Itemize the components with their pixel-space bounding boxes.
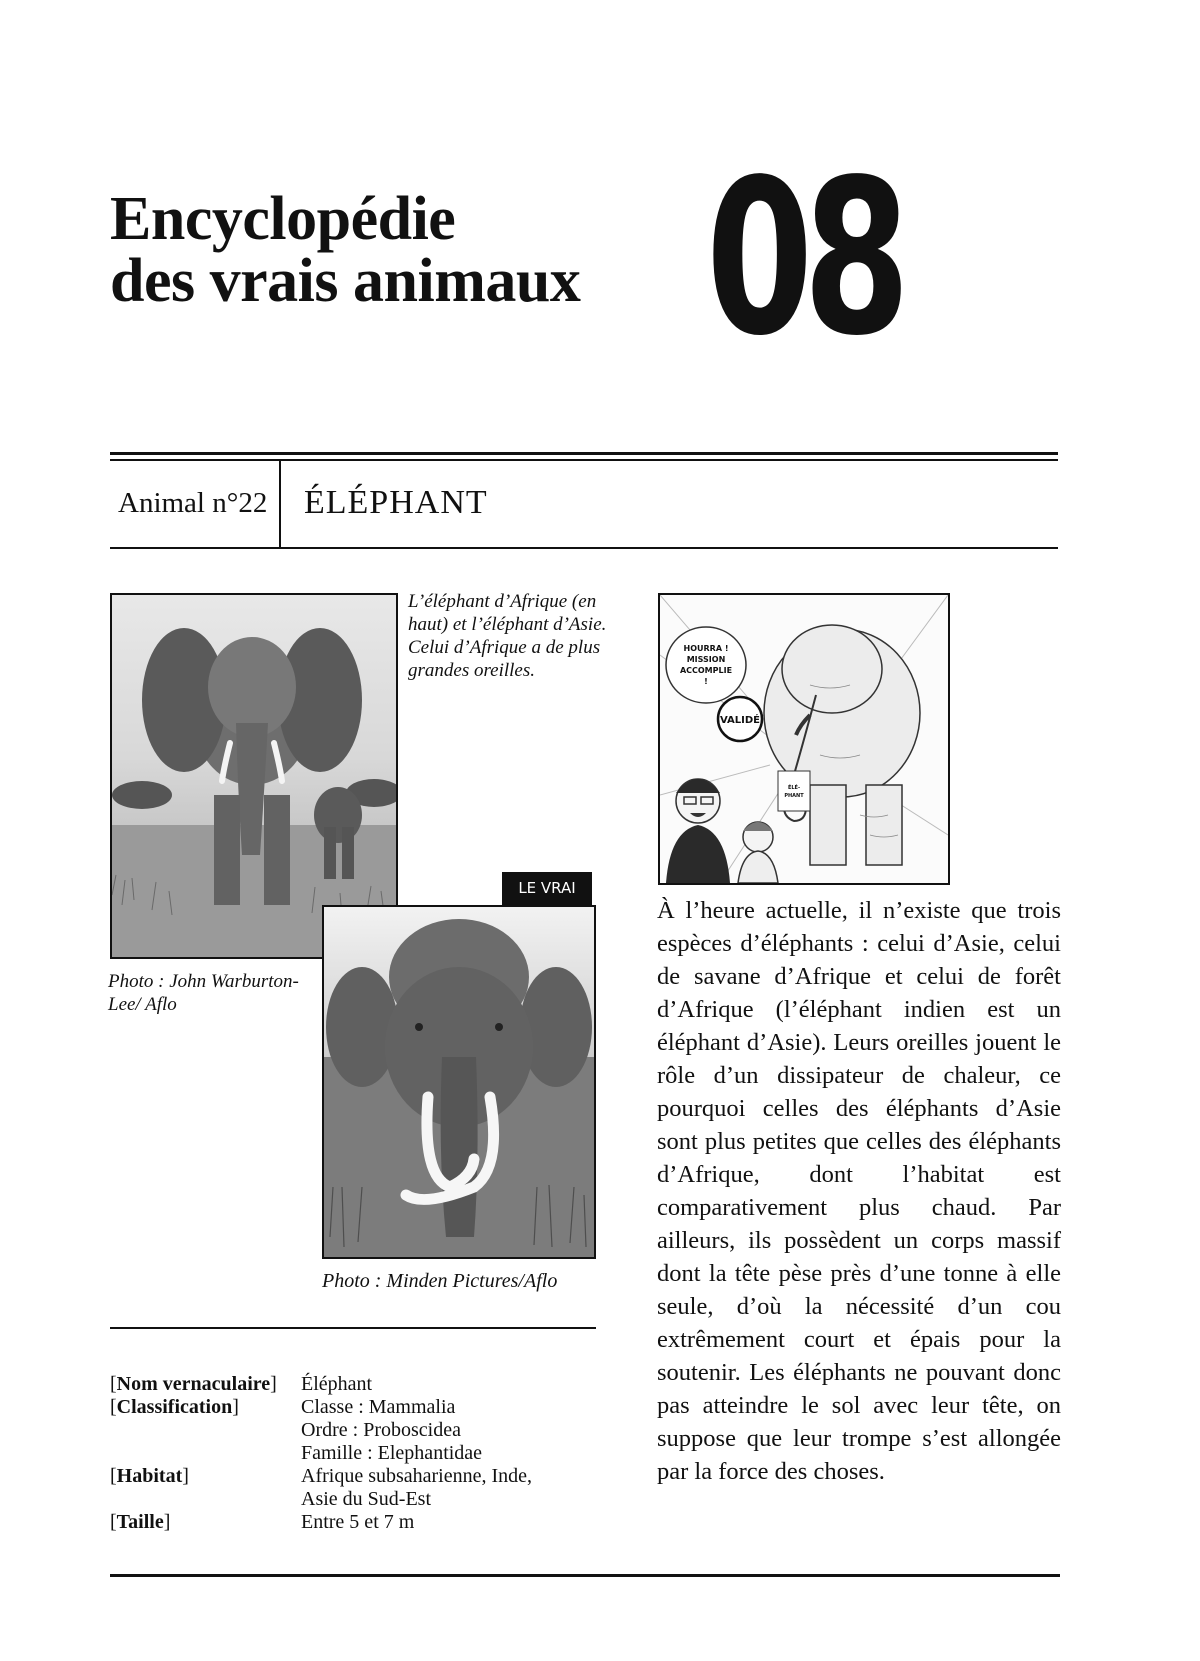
spec-value-ordre: Ordre : Proboscidea xyxy=(301,1419,461,1441)
specs-top-rule xyxy=(110,1327,596,1329)
spec-row-taille: [Taille] Entre 5 et 7 m xyxy=(110,1511,415,1533)
spec-label-habitat: Habitat xyxy=(116,1465,183,1487)
spec-value-habitat-2: Asie du Sud-Est xyxy=(301,1488,431,1510)
volume-number: 08 xyxy=(706,134,901,383)
spec-row-nom: [Nom vernaculaire] Éléphant xyxy=(110,1373,373,1395)
animal-number: Animal n°22 xyxy=(118,487,268,519)
title-line-1: Encyclopédie xyxy=(110,185,456,253)
spec-row-classification: [Classification] Classe : Mammalia Ordre : Proboscidea Famille : Elephantidae xyxy=(110,1396,483,1464)
entry-bottom-rule xyxy=(110,547,1058,549)
spec-value-taille: Entre 5 et 7 m xyxy=(301,1511,415,1533)
svg-text:MISSION: MISSION xyxy=(686,655,726,664)
photo-credit-1: Photo : John Warburton-Lee/ Aflo xyxy=(108,971,299,1015)
entry-divider xyxy=(279,461,281,547)
manga-panel xyxy=(658,593,950,885)
spec-value-nom: Éléphant xyxy=(301,1373,373,1395)
svg-text:PHANT: PHANT xyxy=(784,793,804,799)
top-double-rule-inner xyxy=(110,459,1058,461)
manga-stamp: VALIDÉ xyxy=(719,715,761,726)
spec-row-habitat: [Habitat] Afrique subsaharienne, Inde, Asie du Sud-Est xyxy=(110,1465,533,1510)
manga-speech-bubble: HOURRA ! xyxy=(683,644,729,653)
page-bottom-rule xyxy=(110,1574,1060,1577)
spec-value-classe: Classe : Mammalia xyxy=(301,1396,456,1418)
spec-label-taille: Taille xyxy=(116,1511,164,1533)
page-title xyxy=(110,185,581,315)
specs-table xyxy=(110,1373,532,1534)
asian-elephant-photo xyxy=(322,905,596,1259)
svg-text:ACCOMPLIE: ACCOMPLIE xyxy=(679,666,733,675)
animal-name: ÉLÉPHANT xyxy=(304,484,488,521)
le-vrai-badge: LE VRAI xyxy=(502,872,592,905)
photo-caption: L’éléphant d’Afrique (en haut) et l’éléphant d’Asie. Celui d’Afrique a de plus grandes oreilles. xyxy=(408,591,607,681)
spec-value-habitat-1: Afrique subsaharienne, Inde, xyxy=(301,1465,533,1487)
svg-text:!: ! xyxy=(704,677,708,686)
manga-sign: ÉLÉ- xyxy=(787,785,801,791)
title-line-2: des vrais animaux xyxy=(110,247,581,315)
spec-value-famille: Famille : Elephantidae xyxy=(301,1442,483,1464)
spec-label-classification: Classification xyxy=(116,1396,233,1418)
photo-credit-2: Photo : Minden Pictures/Aflo xyxy=(322,1270,558,1292)
body-paragraph: À l’heure actuelle, il n’existe que trois espèces d’éléphants : celui d’Asie, celui de savane d’Afrique et celui de forêt d’Afrique (l’éléphant indien est un éléphant d’Asie). Leurs oreilles jouent le rôle d’un dissipateur de chaleur, ce pourquoi celles des éléphants d’Asie sont plus petites que celles des éléphants d’Afrique, dont l’habitat est comparativement plus chaud. Par ailleurs, ils possèdent un corps massif dont la tête pèse près d’une tonne à elle seule, d’où la nécessité d’un cou extrêmement court et épais pour la soutenir. Les éléphants ne pouvant donc pas atteindre le sol avec leur tête, on suppose que leur trompe s’est allongée par la force des choses. xyxy=(657,897,1061,1485)
top-double-rule xyxy=(110,452,1058,455)
spec-label-nom: Nom vernaculaire xyxy=(116,1373,271,1395)
